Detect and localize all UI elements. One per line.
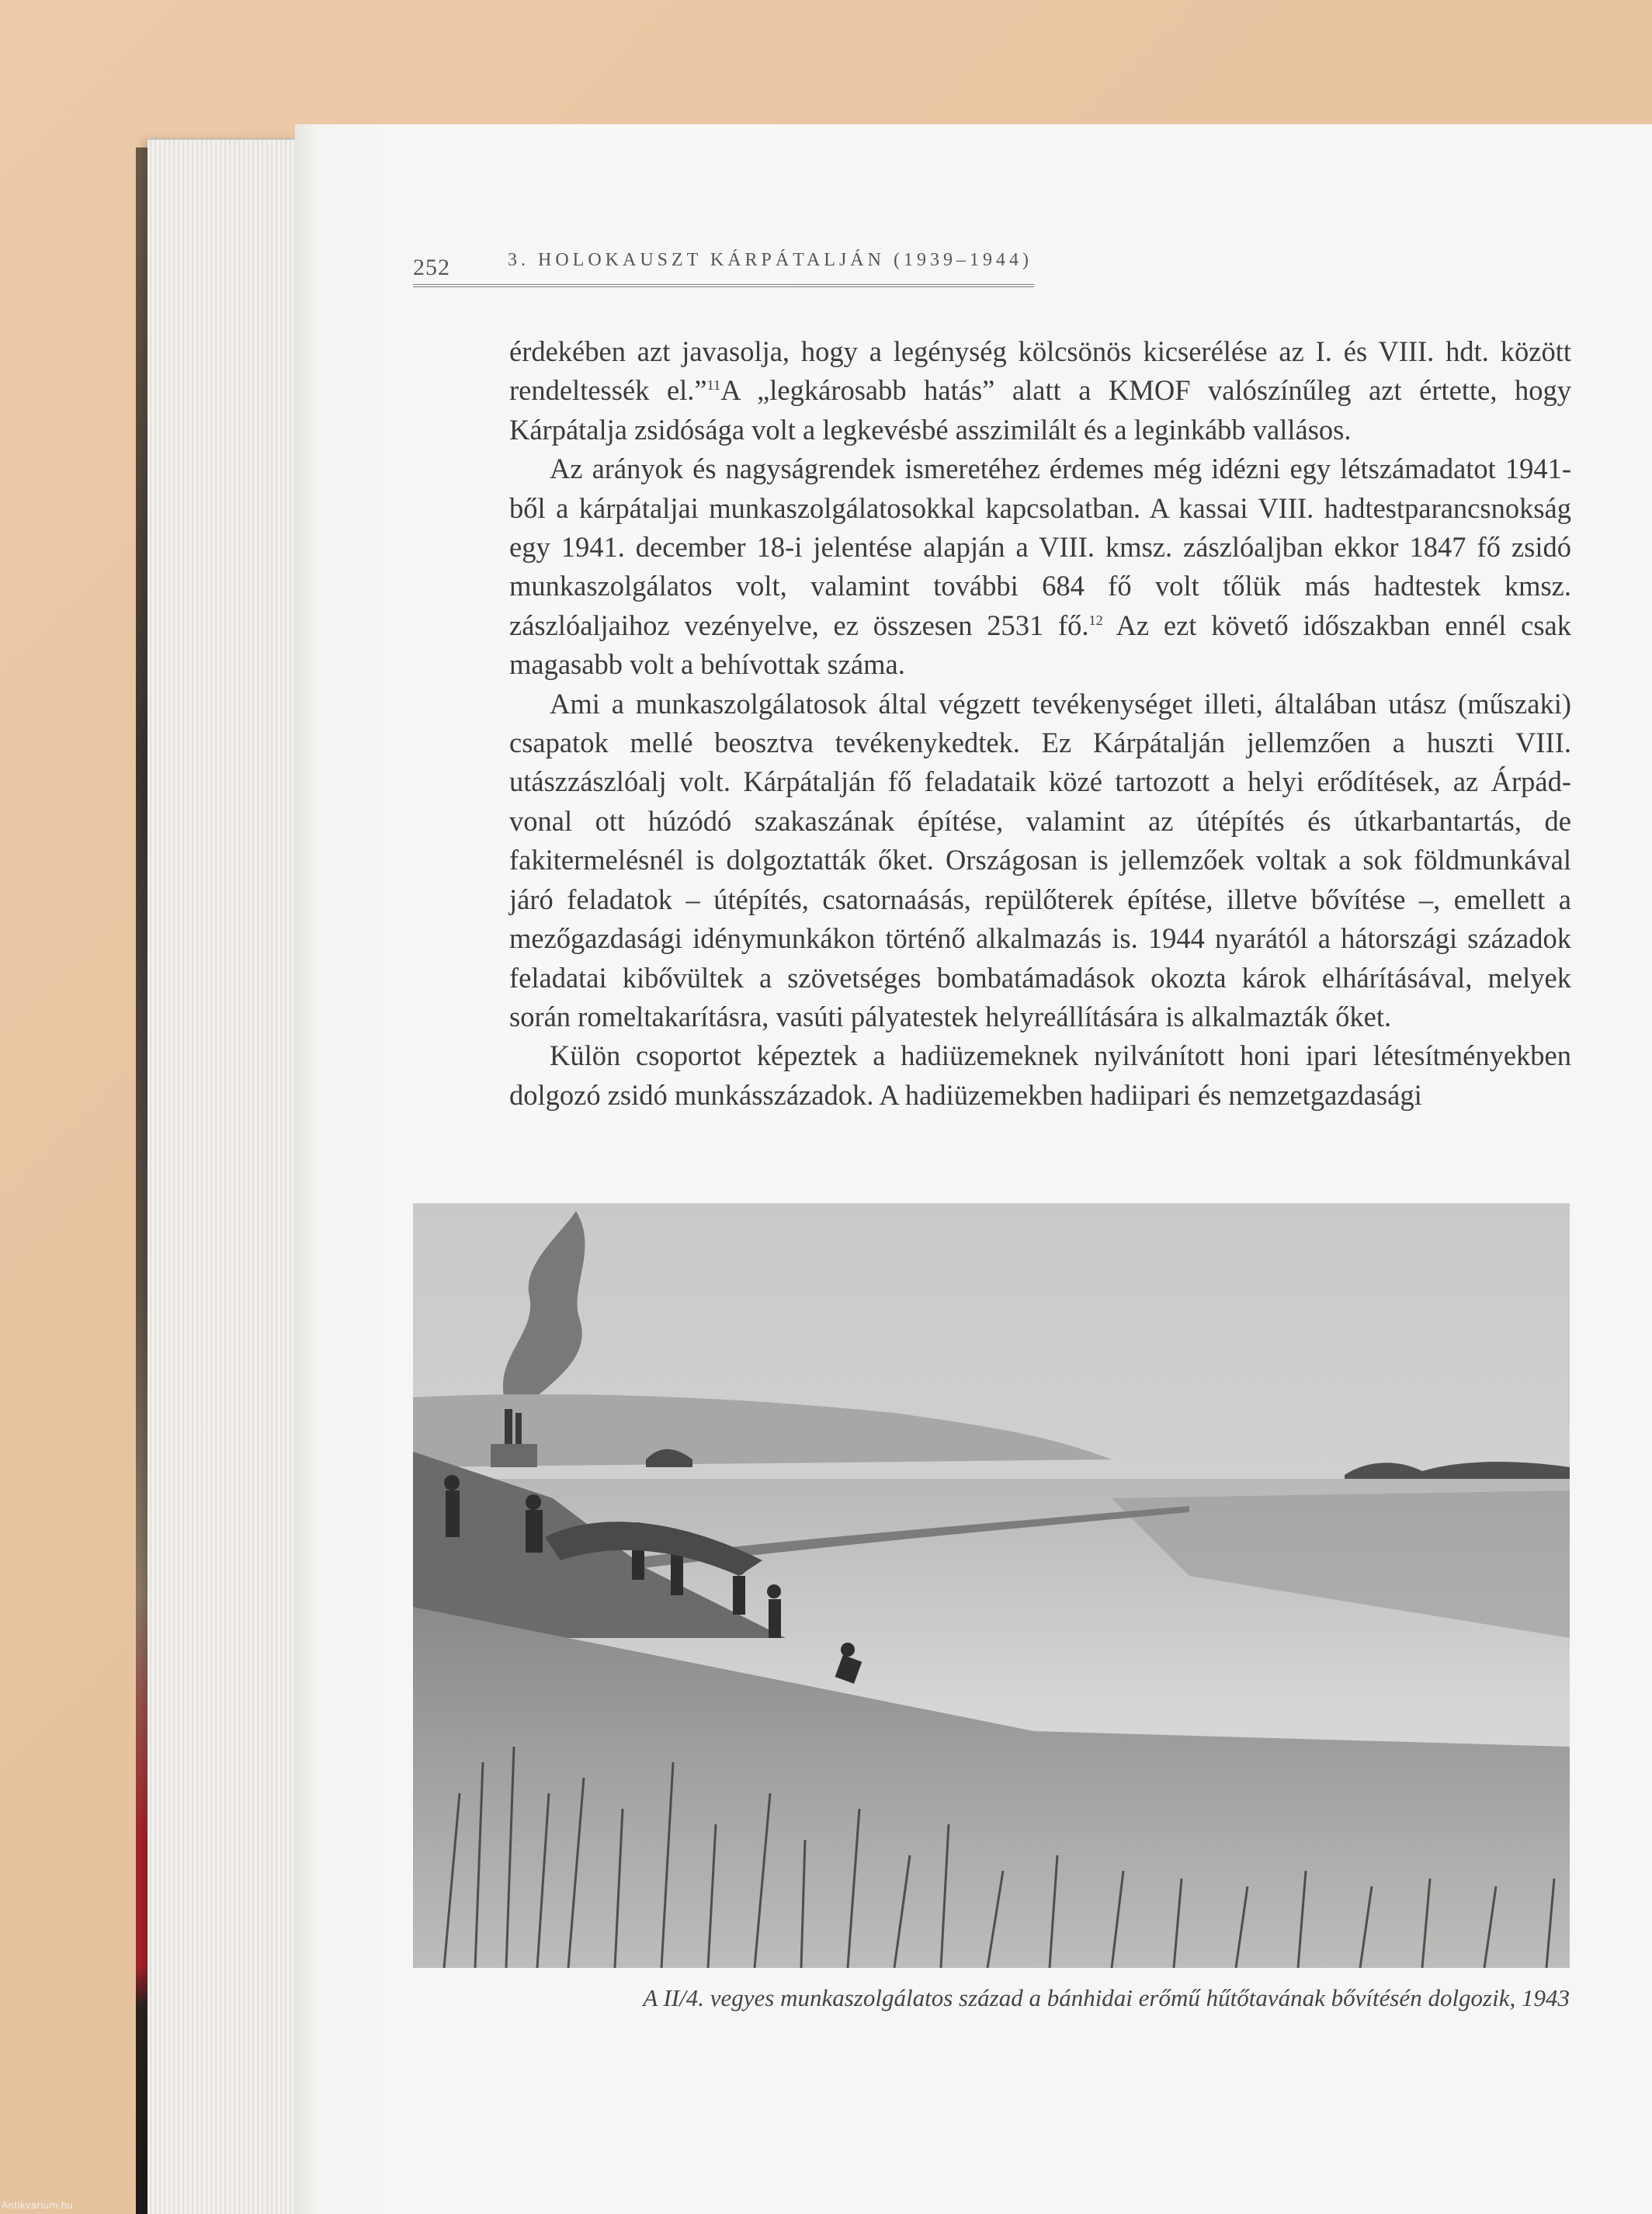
page-number: 252 bbox=[413, 255, 450, 280]
footnote-ref-11: 11 bbox=[706, 377, 721, 394]
paragraph-2-text-a: Az arányok és nagyságrendek ismeretéhez érdemes még idézni egy létszámadatot 1941-ből a kárpátaljai munkaszolgálatosokkal kapcsolatban. A kassai VIII. hadtestparancsnokság egy 1941. december 18-i jelentése alapján a VIII. kmsz. zászlóaljban ekkor 1847 fő zsidó munkaszolgálatos volt, valamint további 684 fő volt tőlük más hadtestek kmsz. zászlóaljaihoz vezényelve, ez összesen 2531 fő. bbox=[509, 453, 1571, 641]
paragraph-2-text-b: Az ezt követő időszakban ennél csak magasabb volt a behívottak száma. bbox=[509, 609, 1571, 681]
historical-photo bbox=[413, 1203, 1570, 1968]
paragraph-1-text-a: érdekében azt javasolja, hogy a legénység kölcsönös kicserélése az I. és VIII. hdt. között rendeltessék el.” bbox=[509, 335, 1571, 407]
paragraph-2 bbox=[509, 449, 1571, 684]
paragraph-3: Ami a munkaszolgálatosok által végzett tevékenységet illeti, általában utász (műszaki) csapatok mellé beosztva tevékenykedtek. Ez Kárpátalján jellemzően a huszti VIII. utászzászlóalj volt. Kárpátalján fő feladataik közé tartozott a helyi erődítések, az Árpád-vonal ott húzódó szakaszának építése, valamint az útépítés és útkarbantartás, de fakitermelésnél is dolgoztatták őket. Országosan is jellemzőek voltak a sok földmunkával járó feladatok – útépítés, csatornaásás, repülőterek építése, illetve bővítése –, emellett a mezőgazdasági idénymunkákon történő alkalmazás is. 1944 nyarától a hátországi századok feladatai kibővültek a szövetséges bombatámadások okozta károk elhárításával, melyek során romeltakarításra, vasúti pályatestek helyreállítására is alkalmazták őket. bbox=[509, 687, 1571, 1032]
paragraph-1-text-b: A „legkárosabb hatás” alatt a KMOF valószínűleg azt értette, hogy Kárpátalja zsidósága volt a legkevésbé asszimilált és a leginkább vallásos. bbox=[509, 374, 1571, 446]
footnote-ref-12: 12 bbox=[1088, 612, 1103, 628]
paragraph-4: Külön csoportot képeztek a hadiüzemeknek nyilvánított honi ipari létesítményekben dolgozó zsidó munkásszázadok. A hadiüzemekben hadiipari és nemzetgazdasági bbox=[509, 1039, 1571, 1111]
photo-drawing bbox=[413, 1203, 1570, 1968]
watermark: Antikvarium.hu bbox=[2, 2200, 73, 2211]
photo-caption: A II/4. vegyes munkaszolgálatos század a bánhidai erőmű hűtőtavának bővítésén dolgozik, 1943 bbox=[643, 1984, 1570, 2011]
body-text bbox=[509, 332, 1571, 1115]
paragraph-1 bbox=[509, 332, 1571, 449]
page-block-edge bbox=[148, 140, 303, 2214]
chapter-title: 3. HOLOKAUSZT KÁRPÁTALJÁN (1939–1944) bbox=[508, 250, 1032, 270]
running-head bbox=[413, 247, 1034, 287]
